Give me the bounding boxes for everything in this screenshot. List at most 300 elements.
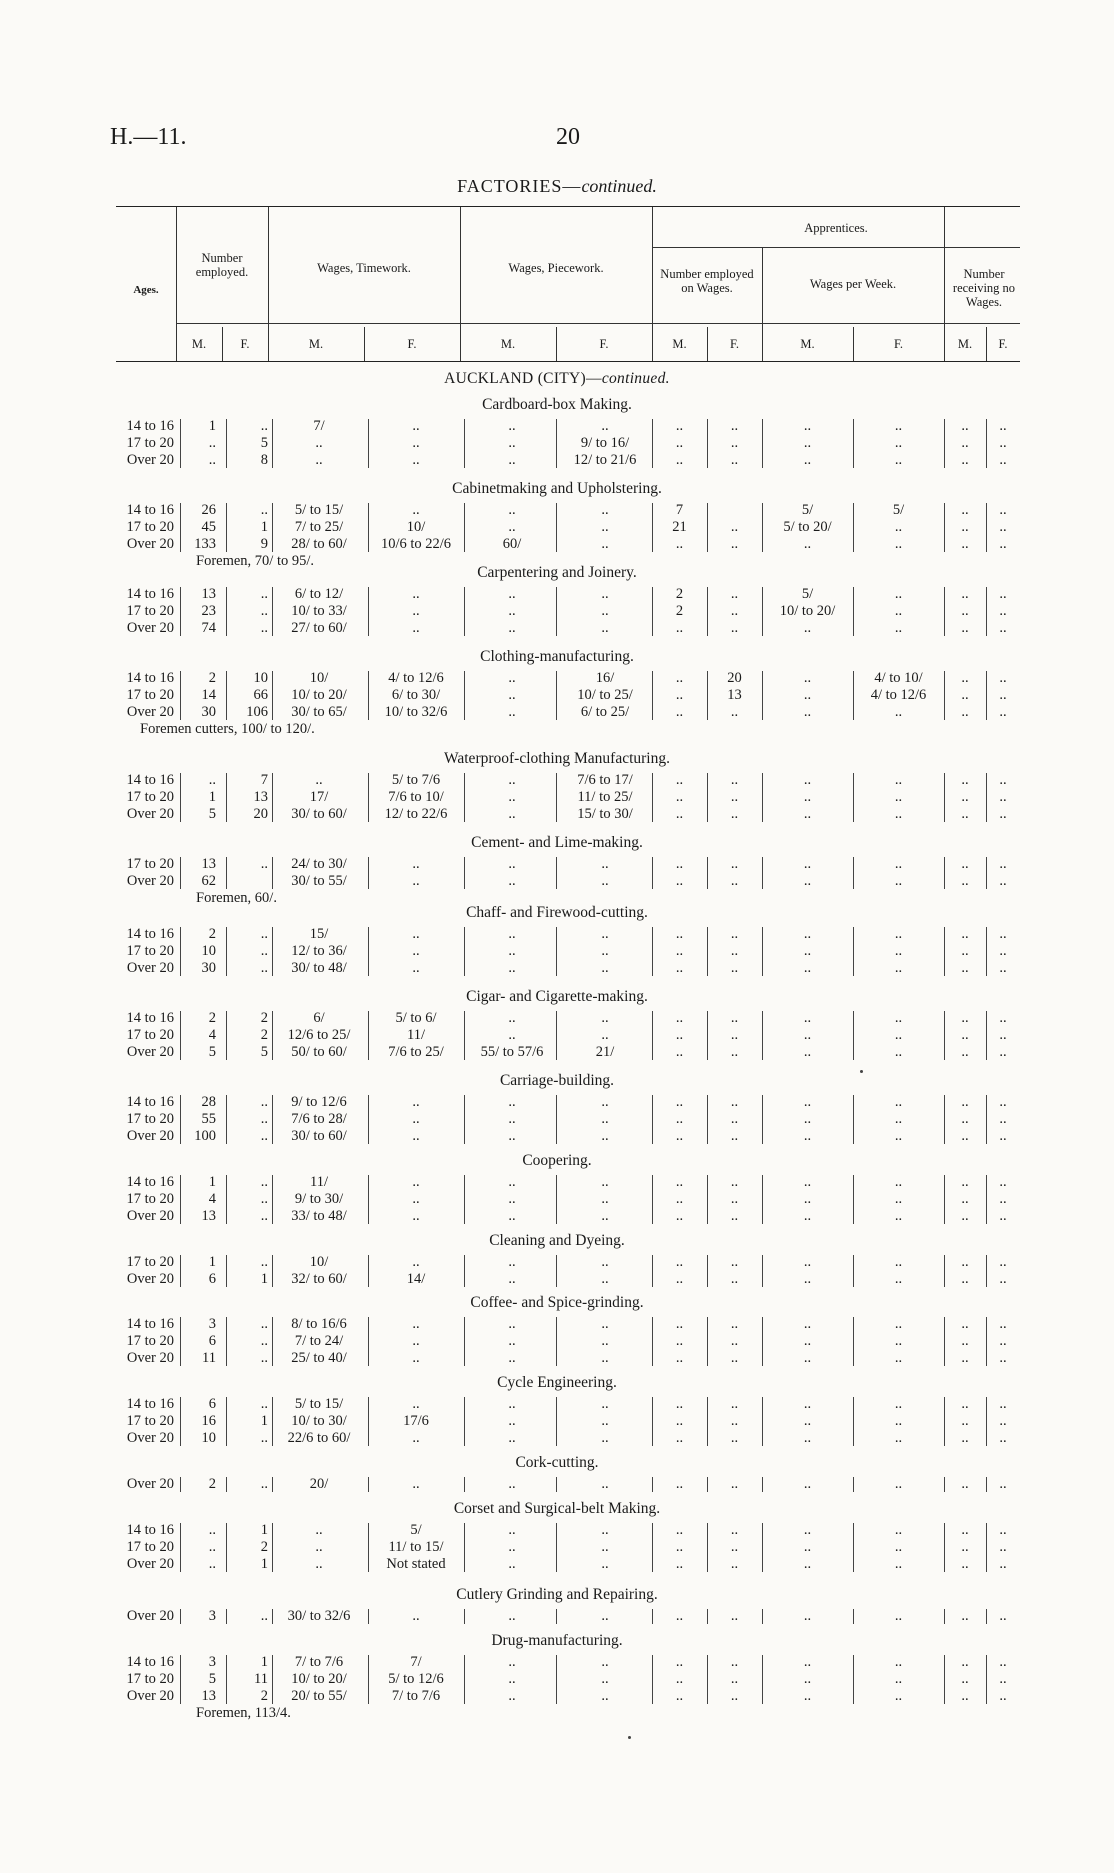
cell-employed-f: 1 <box>260 1556 268 1572</box>
cell-employed-f: 1 <box>260 519 268 535</box>
column-rule <box>180 773 181 822</box>
cell-apprentice-wage-f: .. <box>894 519 903 535</box>
cell-ages: 14 to 16 <box>126 1316 174 1332</box>
cell-apprentice-number-f: .. <box>730 519 739 535</box>
cell-employed-f: 13 <box>253 789 268 805</box>
cell-timework-f: 5/ to 7/6 <box>391 772 441 788</box>
column-rule <box>762 1095 763 1144</box>
cell-apprentice-number-m: .. <box>675 1316 684 1332</box>
section-title: Clothing-manufacturing. <box>480 648 634 665</box>
cell-apprentice-wage-f: .. <box>894 1333 903 1349</box>
cell-apprentice-wage-f: .. <box>894 1111 903 1127</box>
cell-timework-f: .. <box>412 1254 420 1270</box>
cell-apprentice-number-f: .. <box>730 1522 739 1538</box>
column-rule <box>853 671 854 720</box>
cell-no-wages-f: .. <box>999 1654 1007 1670</box>
column-rule <box>944 671 945 720</box>
section-title: Drug-manufacturing. <box>491 1632 623 1649</box>
column-rule <box>556 1397 557 1446</box>
cell-no-wages-f: .. <box>999 1333 1007 1349</box>
cell-apprentice-wage-m: .. <box>803 1254 812 1270</box>
column-rule <box>464 857 465 889</box>
cell-apprentice-wage-m: .. <box>803 1191 812 1207</box>
cell-employed-f: .. <box>260 1333 268 1349</box>
header-ages: Ages. <box>133 284 159 296</box>
column-rule <box>707 1255 708 1287</box>
cell-no-wages-m: .. <box>961 1688 969 1704</box>
cell-employed-f: .. <box>260 620 268 636</box>
cell-apprentice-number-f: .. <box>730 1316 739 1332</box>
section-title: Cabinetmaking and Upholstering. <box>452 480 662 497</box>
column-rule <box>464 587 465 636</box>
column-rule <box>272 1609 273 1624</box>
cell-timework-m: 8/ to 16/6 <box>291 1316 347 1332</box>
column-rule <box>272 1011 273 1060</box>
cell-piecework-m: .. <box>508 1271 516 1287</box>
column-rule <box>368 1523 369 1572</box>
cell-timework-f: 7/6 to 25/ <box>388 1044 444 1060</box>
cell-employed-m: 6 <box>208 1396 216 1412</box>
column-rule <box>853 1175 854 1224</box>
cell-apprentice-wage-m: .. <box>803 1316 812 1332</box>
cell-apprentice-number-m: .. <box>675 1396 684 1412</box>
column-rule <box>944 1477 945 1492</box>
column-rule <box>464 773 465 822</box>
cell-employed-m: 13 <box>201 586 216 602</box>
cell-apprentice-number-f: .. <box>730 1654 739 1670</box>
cell-no-wages-m: .. <box>961 1556 969 1572</box>
cell-no-wages-m: .. <box>961 1522 969 1538</box>
column-rule <box>226 857 227 889</box>
cell-employed-m: 5 <box>208 806 216 822</box>
foremen-note: Foremen, 70/ to 95/. <box>196 553 315 569</box>
cell-apprentice-number-m: .. <box>675 1539 684 1555</box>
cell-apprentice-wage-f: .. <box>894 806 903 822</box>
cell-apprentice-wage-m: .. <box>803 1522 812 1538</box>
cell-no-wages-m: .. <box>961 519 969 535</box>
column-rule <box>944 1175 945 1224</box>
cell-ages: Over 20 <box>126 1271 174 1287</box>
cell-no-wages-f: .. <box>999 435 1007 451</box>
cell-apprentice-wage-m: .. <box>803 536 812 552</box>
cell-apprentice-number-f: .. <box>730 435 739 451</box>
cell-employed-m: 74 <box>201 620 216 636</box>
column-rule <box>556 1175 557 1224</box>
cell-apprentice-number-f: .. <box>730 1010 739 1026</box>
cell-apprentice-wage-m: .. <box>803 452 812 468</box>
cell-no-wages-m: .. <box>961 960 969 976</box>
cell-apprentice-number-f: .. <box>730 603 739 619</box>
column-rule <box>464 1655 465 1704</box>
cell-ages: 17 to 20 <box>126 1671 174 1687</box>
column-rule <box>944 1655 945 1704</box>
cell-apprentice-wage-m: 10/ to 20/ <box>779 603 836 619</box>
cell-apprentice-wage-f: .. <box>894 1688 903 1704</box>
cell-no-wages-f: .. <box>999 1027 1007 1043</box>
cell-no-wages-f: .. <box>999 789 1007 805</box>
cell-apprentice-number-f: .. <box>730 789 739 805</box>
cell-no-wages-m: .. <box>961 670 969 686</box>
header-apprentice-number: Number employed on Wages. <box>660 267 754 295</box>
column-rule <box>368 587 369 636</box>
cell-piecework-m: .. <box>508 620 516 636</box>
column-rule <box>762 587 763 636</box>
cell-ages: 14 to 16 <box>126 418 174 434</box>
cell-no-wages-f: .. <box>999 1413 1007 1429</box>
cell-employed-f: .. <box>260 1608 268 1624</box>
cell-piecework-m: .. <box>508 687 516 703</box>
column-rule <box>180 857 181 889</box>
cell-apprentice-number-m: .. <box>675 418 684 434</box>
column-rule <box>762 773 763 822</box>
column-rule <box>652 587 653 636</box>
cell-employed-f: .. <box>260 1208 268 1224</box>
cell-piecework-f: .. <box>601 1688 609 1704</box>
cell-apprentice-number-m: .. <box>675 1430 684 1446</box>
cell-piecework-m: .. <box>508 789 516 805</box>
cell-piecework-m: .. <box>508 1539 516 1555</box>
cell-piecework-m: .. <box>508 1476 516 1492</box>
cell-employed-f: 1 <box>260 1271 268 1287</box>
cell-timework-f: 12/ to 22/6 <box>384 806 448 822</box>
cell-timework-m: 30/ to 55/ <box>291 873 347 889</box>
column-rule <box>652 1609 653 1624</box>
cell-piecework-f: 21/ <box>595 1044 615 1060</box>
cell-no-wages-f: .. <box>999 1688 1007 1704</box>
cell-no-wages-f: .. <box>999 1396 1007 1412</box>
cell-employed-m: 11 <box>202 1350 216 1366</box>
header-m: M. <box>957 337 973 351</box>
cell-employed-f: .. <box>260 926 268 942</box>
cell-timework-f: 7/ <box>410 1654 422 1670</box>
cell-timework-f: 4/ to 12/6 <box>388 670 444 686</box>
cell-piecework-f: .. <box>601 873 609 889</box>
cell-timework-m: 7/ to 7/6 <box>294 1654 344 1670</box>
cell-employed-f: .. <box>260 1254 268 1270</box>
cell-timework-m: 30/ to 48/ <box>291 960 347 976</box>
cell-ages: 17 to 20 <box>126 1111 174 1127</box>
cell-no-wages-m: .. <box>961 1654 969 1670</box>
cell-apprentice-wage-m: .. <box>803 1350 812 1366</box>
cell-no-wages-m: .. <box>961 603 969 619</box>
cell-apprentice-number-f: .. <box>730 1044 739 1060</box>
cell-piecework-f: 10/ to 25/ <box>577 687 633 703</box>
cell-apprentice-wage-f: .. <box>894 943 903 959</box>
cell-employed-f: 5 <box>260 435 268 451</box>
cell-employed-f: 106 <box>246 704 268 720</box>
cell-apprentice-number-m: .. <box>675 1174 684 1190</box>
column-rule <box>652 857 653 889</box>
foremen-note: Foremen cutters, 100/ to 120/. <box>140 721 315 737</box>
cell-timework-f: .. <box>412 586 420 602</box>
cell-timework-f: .. <box>412 1174 420 1190</box>
cell-timework-f: .. <box>412 1111 420 1127</box>
cell-no-wages-m: .. <box>961 1010 969 1026</box>
cell-timework-f: .. <box>412 452 420 468</box>
cell-timework-m: 9/ to 12/6 <box>291 1094 347 1110</box>
column-rule <box>853 1609 854 1624</box>
column-rule <box>707 1095 708 1144</box>
cell-apprentice-wage-f: .. <box>894 1350 903 1366</box>
cell-ages: Over 20 <box>126 452 174 468</box>
cell-timework-f: .. <box>412 418 420 434</box>
column-rule <box>762 1609 763 1624</box>
cell-piecework-m: .. <box>508 519 516 535</box>
column-rule <box>707 1609 708 1624</box>
column-rule <box>226 587 227 636</box>
cell-apprentice-wage-f: .. <box>894 856 903 872</box>
cell-apprentice-wage-f: .. <box>894 1413 903 1429</box>
cell-no-wages-m: .. <box>961 1316 969 1332</box>
cell-apprentice-number-f: .. <box>730 1208 739 1224</box>
cell-employed-m: 4 <box>208 1191 216 1207</box>
cell-ages: Over 20 <box>126 1128 174 1144</box>
cell-apprentice-number-m: .. <box>675 1476 684 1492</box>
cell-piecework-f: .. <box>601 1522 609 1538</box>
cell-timework-m: 6/ to 12/ <box>294 586 344 602</box>
cell-no-wages-f: .. <box>999 1522 1007 1538</box>
cell-employed-f: .. <box>260 856 268 872</box>
cell-no-wages-f: .. <box>999 806 1007 822</box>
column-rule <box>762 671 763 720</box>
column-rule <box>944 1095 945 1144</box>
cell-timework-f: 10/ <box>406 519 426 535</box>
column-rule <box>556 1317 557 1366</box>
cell-timework-m: 20/ to 55/ <box>291 1688 347 1704</box>
cell-ages: 17 to 20 <box>126 519 174 535</box>
column-rule <box>464 1095 465 1144</box>
header-m: M. <box>800 337 815 351</box>
title-main: FACTORIES— <box>457 176 582 196</box>
cell-apprentice-wage-f: .. <box>894 603 903 619</box>
cell-piecework-f: .. <box>601 519 609 535</box>
cell-employed-m: 3 <box>208 1608 216 1624</box>
cell-no-wages-f: .. <box>999 1271 1007 1287</box>
cell-piecework-m: .. <box>508 1333 516 1349</box>
cell-apprentice-wage-f: .. <box>894 1522 903 1538</box>
column-rule <box>556 1655 557 1704</box>
cell-piecework-m: .. <box>508 435 516 451</box>
cell-timework-f: 17/6 <box>403 1413 429 1429</box>
cell-timework-f: 6/ to 30/ <box>391 687 441 703</box>
column-rule <box>368 1397 369 1446</box>
cell-apprentice-number-f: .. <box>730 1271 739 1287</box>
cell-apprentice-number-m: .. <box>675 1654 684 1670</box>
column-rule <box>652 419 653 468</box>
cell-employed-m: 55 <box>201 1111 216 1127</box>
cell-ages: 14 to 16 <box>126 1174 174 1190</box>
column-rule <box>464 1523 465 1572</box>
cell-no-wages-f: .. <box>999 926 1007 942</box>
cell-piecework-m: .. <box>508 1128 516 1144</box>
column-rule <box>707 1397 708 1446</box>
column-rule <box>272 1175 273 1224</box>
cell-apprentice-wage-m: 5/ <box>801 586 814 602</box>
cell-apprentice-wage-m: .. <box>803 806 812 822</box>
cell-timework-f: .. <box>412 1094 420 1110</box>
cell-no-wages-m: .. <box>961 1430 969 1446</box>
cell-timework-f: .. <box>412 873 420 889</box>
cell-no-wages-m: .. <box>961 926 969 942</box>
cell-apprentice-number-f: .. <box>730 704 739 720</box>
cell-piecework-m: .. <box>508 586 516 602</box>
cell-no-wages-f: .. <box>999 452 1007 468</box>
cell-ages: 14 to 16 <box>126 1522 174 1538</box>
section-title: Carpentering and Joinery. <box>477 564 637 581</box>
header-m: M. <box>672 337 687 351</box>
cell-ages: 17 to 20 <box>126 1413 174 1429</box>
column-rule <box>368 671 369 720</box>
cell-timework-f: .. <box>412 603 420 619</box>
cell-timework-f: .. <box>412 1333 420 1349</box>
cell-employed-f: 1 <box>260 1654 268 1670</box>
cell-no-wages-m: .. <box>961 1208 969 1224</box>
cell-employed-f: .. <box>260 1430 268 1446</box>
cell-apprentice-wage-m: .. <box>803 1010 812 1026</box>
cell-apprentice-wage-f: .. <box>894 435 903 451</box>
cell-ages: 17 to 20 <box>126 435 174 451</box>
header-f: F. <box>729 337 740 351</box>
header-wages-timework: Wages, Timework. <box>317 261 411 275</box>
column-rule <box>368 1095 369 1144</box>
column-rule <box>226 419 227 468</box>
column-rule <box>272 927 273 976</box>
header-f: F. <box>240 337 250 351</box>
cell-employed-f: .. <box>260 943 268 959</box>
cell-piecework-m: .. <box>508 452 516 468</box>
cell-piecework-f: .. <box>601 1333 609 1349</box>
cell-apprentice-wage-f: .. <box>894 1044 903 1060</box>
cell-apprentice-number-m: .. <box>675 873 684 889</box>
column-rule <box>272 773 273 822</box>
cell-no-wages-m: .. <box>961 687 969 703</box>
cell-apprentice-number-m: 21 <box>672 519 687 535</box>
column-rule <box>853 1523 854 1572</box>
cell-timework-m: 11/ <box>310 1174 328 1190</box>
cell-employed-m: .. <box>208 452 216 468</box>
cell-ages: 17 to 20 <box>126 789 174 805</box>
column-rule <box>986 1255 987 1287</box>
cell-apprentice-wage-m: .. <box>803 704 812 720</box>
column-rule <box>762 857 763 889</box>
cell-employed-m: 30 <box>201 960 216 976</box>
cell-apprentice-wage-m: .. <box>803 1654 812 1670</box>
column-rule <box>652 1477 653 1492</box>
column-rule <box>944 1523 945 1572</box>
column-rule <box>368 857 369 889</box>
cell-no-wages-m: .. <box>961 1476 969 1492</box>
column-rule <box>556 1609 557 1624</box>
column-rule <box>707 773 708 822</box>
cell-apprentice-number-m: .. <box>675 1608 684 1624</box>
cell-no-wages-f: .. <box>999 536 1007 552</box>
cell-timework-m: 6/ <box>313 1010 325 1026</box>
cell-apprentice-wage-m: .. <box>803 856 812 872</box>
cell-apprentice-wage-f: .. <box>894 586 903 602</box>
cell-employed-f: .. <box>260 586 268 602</box>
cell-piecework-m: .. <box>508 1522 516 1538</box>
cell-apprentice-wage-m: .. <box>803 960 812 976</box>
cell-timework-m: 10/ to 30/ <box>291 1413 347 1429</box>
cell-ages: 17 to 20 <box>126 856 174 872</box>
cell-employed-m: 5 <box>208 1671 216 1687</box>
cell-no-wages-m: .. <box>961 1111 969 1127</box>
header-f: F. <box>893 337 904 351</box>
cell-apprentice-number-f: .. <box>730 620 739 636</box>
cell-apprentice-wage-f: 4/ to 12/6 <box>870 687 927 703</box>
cell-apprentice-wage-f: .. <box>894 1010 903 1026</box>
cell-ages: Over 20 <box>126 960 174 976</box>
cell-no-wages-f: .. <box>999 1208 1007 1224</box>
cell-no-wages-m: .. <box>961 789 969 805</box>
cell-no-wages-m: .. <box>961 873 969 889</box>
cell-employed-m: 3 <box>208 1316 216 1332</box>
column-rule <box>707 503 708 552</box>
column-rule <box>652 671 653 720</box>
column-rule <box>986 1317 987 1366</box>
cell-employed-f: 7 <box>260 772 268 788</box>
header-apprentices: Apprentices. <box>804 221 868 235</box>
cell-employed-m: 30 <box>201 704 216 720</box>
column-rule <box>180 1477 181 1492</box>
cell-timework-m: 10/ <box>309 1254 329 1270</box>
column-rule <box>368 1477 369 1492</box>
cell-apprentice-number-f: .. <box>730 1396 739 1412</box>
cell-apprentice-wage-f: .. <box>894 789 903 805</box>
cell-apprentice-number-m: .. <box>675 687 684 703</box>
cell-timework-f: .. <box>412 502 420 518</box>
cell-timework-m: .. <box>315 1522 323 1538</box>
column-rule <box>944 1397 945 1446</box>
cell-no-wages-f: .. <box>999 502 1007 518</box>
column-rule <box>762 419 763 468</box>
cell-piecework-m: .. <box>508 1430 516 1446</box>
column-rule <box>464 1255 465 1287</box>
cell-employed-m: .. <box>208 435 216 451</box>
cell-piecework-f: .. <box>601 1174 609 1190</box>
cell-no-wages-f: .. <box>999 704 1007 720</box>
cell-apprentice-number-f: .. <box>730 806 739 822</box>
column-rule <box>272 1397 273 1446</box>
column-rule <box>368 419 369 468</box>
cell-timework-f: .. <box>412 1608 420 1624</box>
cell-employed-m: 13 <box>201 1688 216 1704</box>
cell-apprentice-number-f: .. <box>730 1111 739 1127</box>
cell-piecework-f: .. <box>601 603 609 619</box>
column-rule <box>368 1609 369 1624</box>
cell-apprentice-number-f: .. <box>730 1413 739 1429</box>
cell-timework-m: 7/ to 24/ <box>294 1333 344 1349</box>
cell-employed-m: 13 <box>201 856 216 872</box>
cell-apprentice-number-m: .. <box>675 1556 684 1572</box>
cell-employed-m: 1 <box>208 1254 216 1270</box>
cell-piecework-m: .. <box>508 1654 516 1670</box>
section-title: Waterproof-clothing Manufacturing. <box>443 750 670 767</box>
cell-timework-m: 5/ to 15/ <box>294 502 344 518</box>
cell-apprentice-wage-m: .. <box>803 1430 812 1446</box>
cell-piecework-f: .. <box>601 1208 609 1224</box>
cell-piecework-m: .. <box>508 1556 516 1572</box>
cell-ages: 17 to 20 <box>126 603 174 619</box>
column-rule <box>652 1317 653 1366</box>
cell-employed-f: .. <box>260 1174 268 1190</box>
column-rule <box>180 1609 181 1624</box>
cell-piecework-f: .. <box>601 1608 609 1624</box>
cell-employed-f: .. <box>260 1094 268 1110</box>
column-rule <box>986 1397 987 1446</box>
cell-timework-f: .. <box>412 1430 420 1446</box>
column-rule <box>853 773 854 822</box>
